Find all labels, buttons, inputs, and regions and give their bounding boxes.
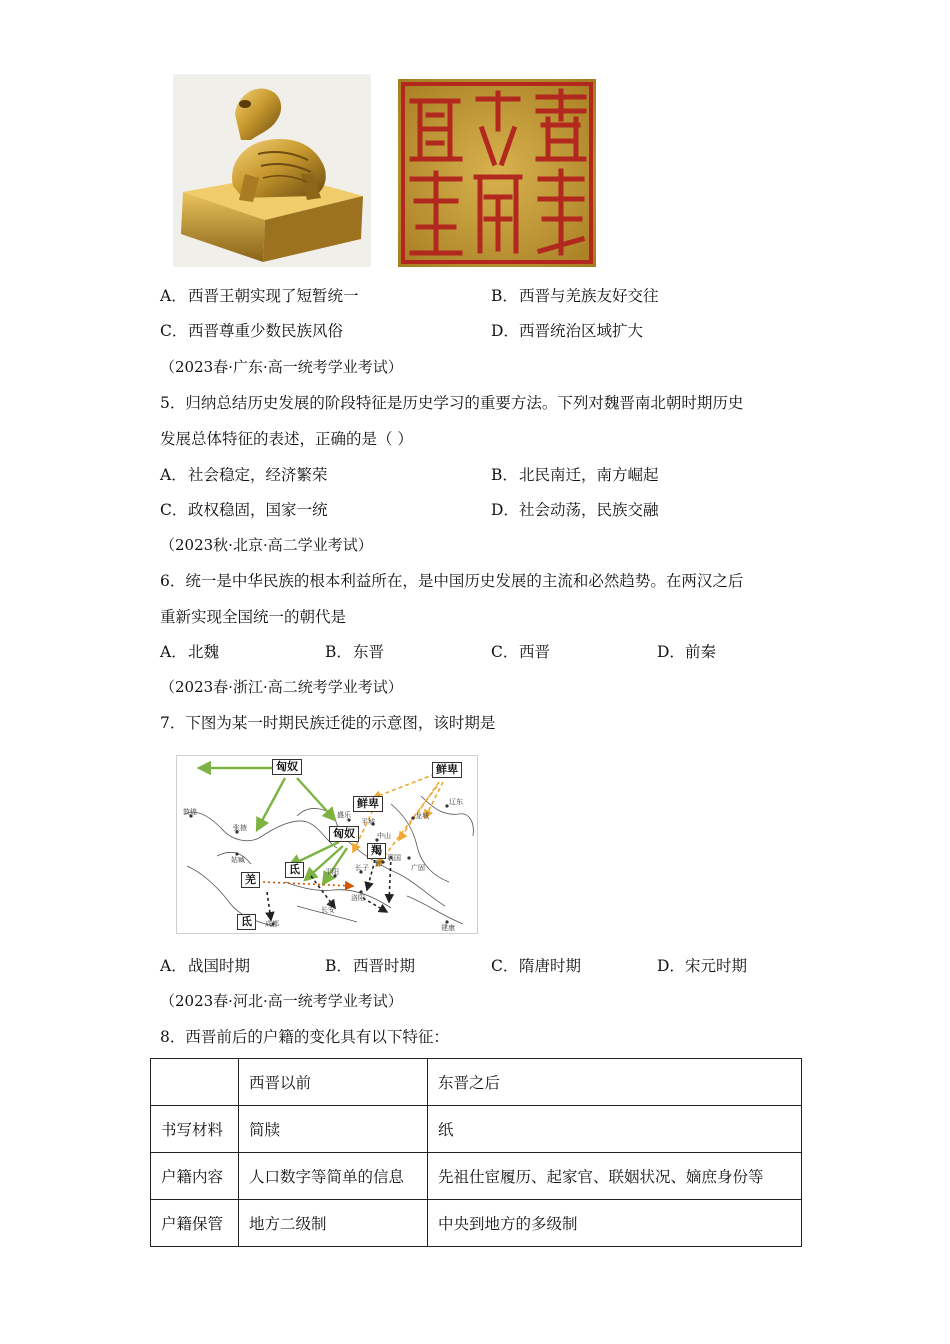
map-place: 平阳: [325, 868, 339, 876]
table-cell: 户籍保管: [151, 1200, 239, 1247]
q5-stem-line2: 发展总体特征的表述，正确的是（ ）: [160, 430, 413, 448]
table-header-cell: 西晋以前: [239, 1059, 428, 1106]
map-tag-di-2: 氐: [237, 914, 256, 930]
table-row: [151, 1200, 802, 1247]
map-tag-xianbei-1: 鲜卑: [432, 762, 462, 778]
q5-option-a[interactable]: [160, 464, 328, 486]
table-cell: 简牍: [239, 1106, 428, 1153]
q6-option-d[interactable]: [657, 641, 716, 663]
map-place: 长安: [321, 906, 335, 914]
table-cell: 地方二级制: [239, 1200, 428, 1247]
option-text: 北魏: [188, 643, 220, 661]
option-text: 隋唐时期: [519, 957, 582, 975]
map-tag-xiongnu-2: 匈奴: [329, 826, 359, 842]
option-text: 政权稳固，国家一统: [188, 501, 328, 519]
option-text: 北民南迁，南方崛起: [519, 466, 659, 484]
option-key: B．: [325, 957, 352, 975]
map-place: 中山: [377, 832, 391, 840]
table-cell: 中央到地方的多级制: [428, 1200, 802, 1247]
option-text: 社会动荡，民族交融: [519, 501, 659, 519]
map-place: 建康: [441, 924, 455, 932]
migration-map: [176, 755, 478, 934]
option-text: 西晋统治区域扩大: [519, 322, 644, 340]
option-text: 西晋尊重少数民族风俗: [188, 322, 344, 340]
q7-option-b[interactable]: [325, 955, 415, 977]
option-key: B．: [491, 466, 518, 484]
map-place: 姑臧: [231, 856, 245, 864]
q5-option-b[interactable]: [491, 464, 659, 486]
table-cell: 先祖仕宦履历、起家官、联姻状况、嫡庶身份等: [428, 1153, 802, 1200]
table-header-cell: [151, 1059, 239, 1106]
table-header-row: [151, 1059, 802, 1106]
q6-option-c[interactable]: [491, 641, 550, 663]
option-key: D．: [491, 501, 519, 519]
q6-stem-line1: 6．统一是中华民族的根本利益所在，是中国历史发展的主流和必然趋势。在两汉之后: [160, 572, 744, 590]
option-key: B．: [325, 643, 352, 661]
gold-seal-photo: [173, 74, 371, 267]
map-tag-qiang: 羌: [241, 872, 260, 888]
map-place: 成都: [265, 920, 279, 928]
q4-option-b[interactable]: [491, 285, 659, 307]
option-text: 西晋: [519, 643, 551, 661]
option-key: C．: [491, 643, 519, 661]
q7-stem-line1: 7．下图为某一时期民族迁徙的示意图，该时期是: [160, 714, 496, 732]
option-key: A．: [160, 287, 187, 305]
option-text: 社会稳定，经济繁荣: [188, 466, 328, 484]
q7-option-d[interactable]: [657, 955, 747, 977]
q7-option-c[interactable]: [491, 955, 581, 977]
q4-option-a[interactable]: [160, 285, 359, 307]
q4-option-d[interactable]: [491, 320, 643, 342]
option-text: 西晋与羌族友好交往: [519, 287, 659, 305]
option-key: C．: [160, 501, 188, 519]
map-place: 盛乐: [337, 811, 351, 819]
table-row: [151, 1106, 802, 1153]
table-cell: 书写材料: [151, 1106, 239, 1153]
map-place: 襄国: [387, 854, 401, 862]
seal-imprint-image: [398, 79, 596, 267]
option-text: 宋元时期: [685, 957, 748, 975]
table-cell: 纸: [428, 1106, 802, 1153]
map-place: 辽东: [449, 798, 463, 806]
map-place: 长子: [355, 864, 369, 872]
option-text: 前秦: [685, 643, 717, 661]
option-text: 东晋: [353, 643, 385, 661]
seal-imprint-figure: [398, 79, 596, 267]
q5-option-c[interactable]: [160, 499, 328, 521]
q7-source: （2023春·浙江·高二统考学业考试）: [160, 678, 403, 696]
table-header-cell: 东晋之后: [428, 1059, 802, 1106]
option-key: C．: [160, 322, 188, 340]
option-key: C．: [491, 957, 519, 975]
table-cell: 人口数字等简单的信息: [239, 1153, 428, 1200]
map-tag-xianbei-2: 鲜卑: [353, 796, 383, 812]
map-place: 邺: [375, 860, 382, 868]
map-place: 广固: [411, 864, 425, 872]
map-place: 平城: [361, 818, 375, 826]
option-key: D．: [657, 957, 685, 975]
option-key: A．: [160, 466, 187, 484]
q7-option-a[interactable]: [160, 955, 250, 977]
option-key: D．: [491, 322, 519, 340]
map-place: 洛阳: [351, 894, 365, 902]
map-place: 敦煌: [183, 808, 197, 816]
q6-stem-line2: 重新实现全国统一的朝代是: [160, 608, 347, 626]
q6-source: （2023秋·北京·高二学业考试）: [160, 536, 373, 554]
gold-seal-figure: [173, 74, 371, 267]
map-tag-xiongnu-1: 匈奴: [272, 759, 302, 775]
q6-option-b[interactable]: [325, 641, 384, 663]
map-tag-jie: 羯: [367, 843, 386, 859]
option-key: B．: [491, 287, 518, 305]
q5-source: （2023春·广东·高一统考学业考试）: [160, 358, 403, 376]
option-text: 西晋王朝实现了短暂统一: [188, 287, 359, 305]
q6-option-a[interactable]: [160, 641, 219, 663]
map-tag-di-1: 氐: [285, 862, 304, 878]
option-key: D．: [657, 643, 685, 661]
q8-source: （2023春·河北·高一统考学业考试）: [160, 992, 403, 1010]
q5-stem-line1: 5．归纳总结历史发展的阶段特征是历史学习的重要方法。下列对魏晋南北朝时期历史: [160, 394, 744, 412]
map-place: 龙城: [415, 812, 429, 820]
table-cell: 户籍内容: [151, 1153, 239, 1200]
option-text: 战国时期: [188, 957, 251, 975]
household-registry-table: [150, 1058, 802, 1247]
map-place: 张掖: [233, 824, 247, 832]
q8-stem-line1: 8．西晋前后的户籍的变化具有以下特征：: [160, 1028, 449, 1046]
table-row: [151, 1153, 802, 1200]
q4-option-c[interactable]: [160, 320, 343, 342]
option-text: 西晋时期: [353, 957, 416, 975]
q5-option-d[interactable]: [491, 499, 659, 521]
option-key: A．: [160, 643, 187, 661]
option-key: A．: [160, 957, 187, 975]
